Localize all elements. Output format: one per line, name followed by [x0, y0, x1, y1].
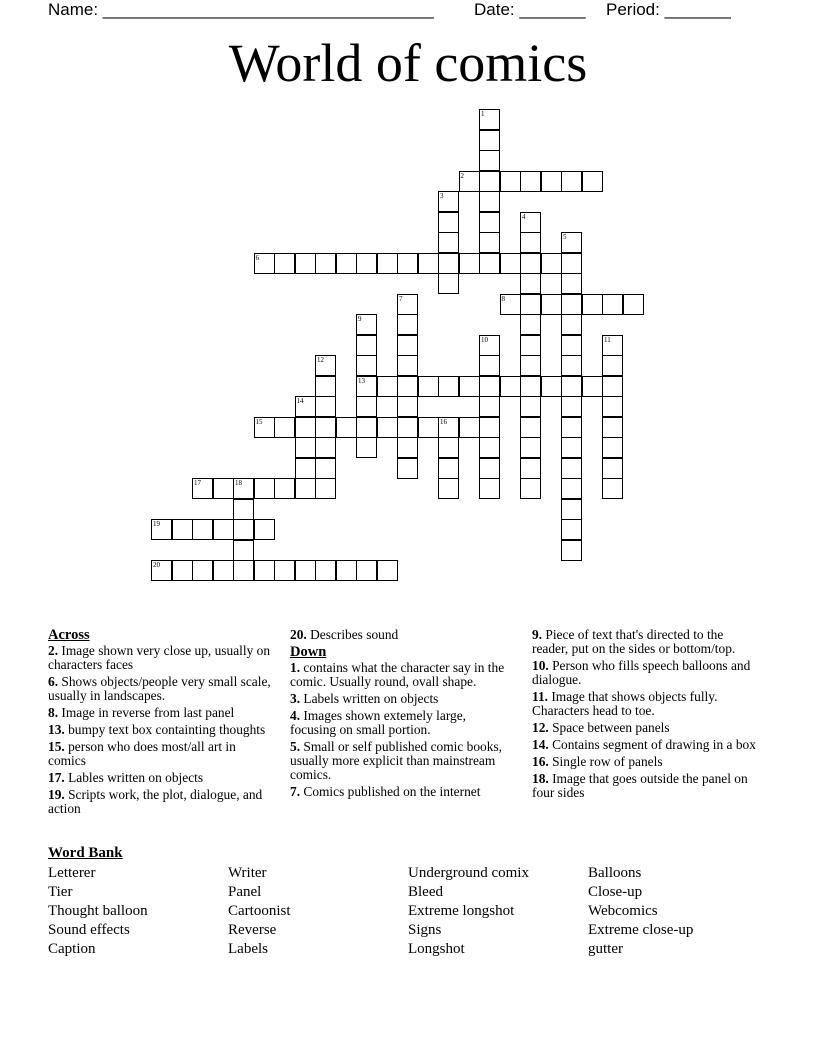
crossword-cell[interactable] [397, 355, 418, 376]
crossword-cell[interactable] [315, 458, 336, 479]
across-heading: Across [48, 627, 90, 643]
word-bank-item: Writer [228, 865, 267, 881]
down-clue [290, 661, 505, 689]
crossword-cell[interactable] [172, 519, 193, 540]
crossword-cell[interactable] [233, 519, 254, 540]
crossword-cell[interactable] [438, 212, 459, 233]
clue-text: Lables written on objects [64, 770, 204, 785]
word-bank-item: Letterer [48, 865, 96, 881]
crossword-cell[interactable] [479, 212, 500, 233]
crossword-cell[interactable] [520, 376, 541, 397]
crossword-cell[interactable] [377, 560, 398, 581]
crossword-cell[interactable] [377, 376, 398, 397]
word-bank-item: Close-up [588, 884, 643, 900]
clue-text: Image in reverse from last panel [58, 705, 235, 720]
crossword-cell[interactable] [500, 171, 521, 192]
crossword-cell[interactable] [172, 560, 193, 581]
crossword-cell[interactable] [561, 253, 582, 274]
crossword-cell[interactable] [479, 171, 500, 192]
crossword-cell[interactable] [315, 437, 336, 458]
crossword-cell[interactable] [336, 417, 357, 438]
crossword-cell[interactable] [418, 376, 439, 397]
crossword-cell[interactable] [623, 294, 644, 315]
clue-number-label: 18. [532, 771, 549, 786]
word-bank-item: Labels [228, 941, 268, 957]
crossword-cell[interactable] [377, 253, 398, 274]
clue-number: 10 [481, 335, 488, 344]
clue-number-label: 5. [290, 739, 301, 754]
clue-number: 14 [296, 397, 304, 405]
clue-text: Images shown extemely large, focusing on small portion. [290, 708, 467, 737]
clue-number: 20 [153, 561, 160, 569]
word-bank-item: Longshot [408, 941, 465, 957]
crossword-cell[interactable] [602, 478, 623, 499]
crossword-cell[interactable] [295, 437, 316, 458]
clue-text: contains what the character say in the comic. Usually round, ovall shape. [290, 660, 505, 689]
clue-number-label: 11. [532, 689, 548, 704]
crossword-cell[interactable] [397, 335, 418, 356]
crossword-cell[interactable] [479, 478, 500, 499]
date-field-label[interactable]: Date: _______ [474, 0, 586, 19]
crossword-cell[interactable] [315, 417, 336, 438]
clue-text: Image that shows objects fully. Characters head to toe. [532, 689, 718, 718]
crossword-cell[interactable] [520, 171, 541, 192]
crossword-cell[interactable] [213, 519, 234, 540]
crossword-cell[interactable] [418, 253, 439, 274]
clue-number-label: 10. [532, 658, 549, 673]
crossword-cell[interactable] [561, 499, 582, 520]
crossword-cell[interactable] [295, 560, 316, 581]
crossword-cell[interactable] [295, 478, 316, 499]
across-clue [48, 771, 273, 785]
clue-number: 11 [604, 335, 611, 344]
clue-number-label: 17. [48, 770, 65, 785]
crossword-cell[interactable] [500, 253, 521, 274]
clue-number-label: 4. [290, 708, 301, 723]
crossword-cell[interactable] [377, 417, 398, 438]
down-clue [532, 755, 762, 769]
word-bank-item: Caption [48, 941, 96, 957]
clue-number-label: 15. [48, 739, 65, 754]
crossword-cell[interactable] [356, 437, 377, 458]
crossword-cell[interactable] [356, 253, 377, 274]
word-bank-column [588, 864, 693, 959]
crossword-cell[interactable] [582, 171, 603, 192]
crossword-cell[interactable] [459, 376, 480, 397]
clue-text: Image shown very close up, usually on characters faces [48, 643, 271, 672]
period-field-label[interactable]: Period: _______ [606, 0, 731, 19]
clue-text: Comics published on the internet [300, 784, 481, 799]
crossword-cell[interactable] [192, 560, 213, 581]
clue-number: 13 [358, 376, 365, 385]
word-bank-item: Extreme longshot [408, 903, 515, 919]
crossword-cell[interactable] [233, 499, 254, 520]
word-bank-column [48, 864, 148, 959]
crossword-cell[interactable] [315, 253, 336, 274]
down-clue [532, 738, 762, 752]
page-title: World of comics [228, 33, 588, 93]
word-bank-item: Webcomics [588, 903, 658, 919]
word-bank-item: Thought balloon [48, 903, 148, 919]
word-bank-item: Panel [228, 884, 262, 900]
crossword-cell[interactable] [295, 417, 316, 438]
crossword-cell[interactable] [315, 478, 336, 499]
clue-number-label: 3. [290, 691, 301, 706]
clue-number-label: 20. [290, 627, 307, 642]
clue-number: 5 [563, 233, 567, 241]
crossword-cell[interactable] [520, 253, 541, 274]
crossword-cell[interactable] [397, 437, 418, 458]
crossword-cell[interactable] [459, 253, 480, 274]
crossword-cell[interactable] [602, 417, 623, 438]
crossword-cell[interactable] [274, 253, 295, 274]
crossword-cell[interactable] [315, 396, 336, 417]
word-bank-item: Cartoonist [228, 903, 291, 919]
clue-number: 4 [522, 212, 526, 221]
crossword-cell[interactable] [274, 417, 295, 438]
crossword-cell[interactable] [479, 376, 500, 397]
clues-column-1 [48, 628, 273, 819]
word-bank-heading: Word Bank [48, 845, 123, 861]
crossword-cell[interactable] [397, 253, 418, 274]
name-field-label[interactable]: Name: ___________________________________ [48, 0, 434, 19]
crossword-cell[interactable] [541, 376, 562, 397]
crossword-cell[interactable] [418, 417, 439, 438]
across-clue [290, 628, 505, 642]
crossword-cell[interactable] [561, 396, 582, 417]
crossword-cell[interactable] [233, 540, 254, 561]
crossword-cell[interactable] [274, 560, 295, 581]
clue-number-label: 8. [48, 705, 59, 720]
crossword-cell[interactable] [397, 417, 418, 438]
crossword-cell[interactable] [520, 335, 541, 356]
crossword-cell[interactable] [561, 273, 582, 294]
clue-number-label: 13. [48, 722, 65, 737]
crossword-cell[interactable] [479, 150, 500, 171]
crossword-cell[interactable] [438, 458, 459, 479]
crossword-cell[interactable] [479, 417, 500, 438]
crossword-cell[interactable] [315, 560, 336, 581]
crossword-cell[interactable] [582, 376, 603, 397]
crossword-cell[interactable] [582, 294, 603, 315]
down-clue [532, 690, 762, 718]
crossword-cell[interactable] [356, 335, 377, 356]
crossword-cell[interactable] [356, 355, 377, 376]
crossword-cell[interactable] [479, 130, 500, 151]
clue-number-label: 1. [290, 660, 301, 675]
crossword-cell[interactable] [479, 437, 500, 458]
word-bank-item: Underground comix [408, 865, 529, 881]
clue-text: bumpy text box containting thoughts [64, 722, 266, 737]
crossword-cell[interactable] [602, 294, 623, 315]
clue-number: 3 [440, 192, 444, 200]
down-clue [532, 659, 762, 687]
crossword-cell[interactable] [438, 376, 459, 397]
crossword-cell[interactable] [254, 519, 275, 540]
clue-number: 8 [501, 294, 505, 303]
clue-number-label: 7. [290, 784, 301, 799]
crossword-cell[interactable] [602, 355, 623, 376]
clue-number: 6 [255, 253, 259, 262]
clue-number: 2 [460, 171, 464, 180]
crossword-cell[interactable] [479, 232, 500, 253]
crossword-cell[interactable] [561, 417, 582, 438]
word-bank-item: Bleed [408, 884, 443, 900]
crossword-cell[interactable] [520, 396, 541, 417]
crossword-cell[interactable] [541, 294, 562, 315]
clue-text: Shows objects/people very small scale, usually in landscapes. [48, 674, 271, 703]
word-bank-item: Signs [408, 922, 442, 938]
clue-number: 1 [481, 110, 485, 118]
crossword-cell[interactable] [561, 519, 582, 540]
clue-number: 16 [440, 417, 447, 426]
clue-text: Person who fills speech balloons and dialogue. [532, 658, 751, 687]
crossword-cell[interactable] [479, 253, 500, 274]
crossword-cell[interactable] [500, 376, 521, 397]
crossword-cell[interactable] [254, 560, 275, 581]
crossword-cell[interactable] [356, 560, 377, 581]
crossword-cell[interactable] [602, 458, 623, 479]
across-clue [48, 675, 273, 703]
word-bank-item: Sound effects [48, 922, 130, 938]
crossword-cell[interactable] [213, 478, 234, 499]
clue-number-label: 9. [532, 627, 543, 642]
crossword-cell[interactable] [561, 437, 582, 458]
clue-text: Labels written on objects [300, 691, 439, 706]
word-bank-item: Balloons [588, 865, 642, 881]
clue-text: Image that goes outside the panel on four sides [532, 771, 748, 800]
crossword-cell[interactable] [438, 253, 459, 274]
crossword-cell[interactable] [479, 355, 500, 376]
clue-text: Space between panels [548, 720, 670, 735]
crossword-cell[interactable] [520, 417, 541, 438]
clues-column-2 [290, 628, 505, 802]
down-clue [290, 785, 505, 799]
crossword-cell[interactable] [233, 560, 254, 581]
clue-number-label: 16. [532, 754, 549, 769]
crossword-cell[interactable] [479, 396, 500, 417]
across-clue [48, 740, 273, 768]
crossword-cell[interactable] [336, 560, 357, 581]
down-clue [290, 709, 505, 737]
word-bank-item: Extreme close-up [588, 922, 694, 938]
crossword-cell[interactable] [561, 294, 582, 315]
crossword-cell[interactable] [397, 458, 418, 479]
clue-text: Describes sound [306, 627, 399, 642]
crossword-cell[interactable] [541, 171, 562, 192]
crossword-cell[interactable] [520, 458, 541, 479]
clue-number: 7 [399, 294, 403, 303]
clue-text: Contains segment of drawing in a box [548, 737, 756, 752]
clue-number: 19 [153, 520, 160, 528]
word-bank-column [228, 864, 291, 959]
across-clue [48, 723, 273, 737]
down-clue [290, 740, 505, 782]
crossword-cell[interactable] [561, 478, 582, 499]
across-clue [48, 788, 273, 816]
clue-text: Small or self published comic books, usually more explicit than mainstream comics. [290, 739, 502, 782]
crossword-cell[interactable] [520, 355, 541, 376]
crossword-cell[interactable] [356, 417, 377, 438]
clue-text: person who does most/all art in comics [48, 739, 236, 768]
crossword-cell[interactable] [254, 478, 275, 499]
word-bank-item: gutter [588, 941, 623, 957]
crossword-cell[interactable] [213, 560, 234, 581]
crossword-cell[interactable] [438, 478, 459, 499]
crossword-cell[interactable] [520, 294, 541, 315]
crossword-cell[interactable] [602, 437, 623, 458]
across-clue [48, 706, 273, 720]
crossword-cell[interactable] [561, 458, 582, 479]
clue-number: 17 [194, 479, 201, 487]
clue-text: Scripts work, the plot, dialogue, and action [48, 787, 263, 816]
crossword-cell[interactable] [438, 437, 459, 458]
clue-number-label: 19. [48, 787, 65, 802]
clue-text: Single row of panels [548, 754, 663, 769]
crossword-cell[interactable] [561, 355, 582, 376]
clue-number: 12 [317, 356, 324, 364]
crossword-cell[interactable] [397, 314, 418, 335]
clue-number: 15 [255, 417, 263, 426]
crossword-cell[interactable] [541, 253, 562, 274]
crossword-cell[interactable] [336, 253, 357, 274]
crossword-cell[interactable] [561, 376, 582, 397]
across-clue [48, 644, 273, 672]
crossword-cell[interactable] [295, 253, 316, 274]
crossword-cell[interactable] [561, 335, 582, 356]
crossword-cell[interactable] [520, 478, 541, 499]
crossword-cell[interactable] [315, 376, 336, 397]
clue-number-label: 2. [48, 643, 59, 658]
crossword-cell[interactable] [520, 232, 541, 253]
clue-number: 18 [235, 479, 242, 487]
clues-column-3 [532, 628, 762, 803]
crossword-cell[interactable] [274, 478, 295, 499]
clue-number-label: 12. [532, 720, 549, 735]
crossword-cell[interactable] [192, 519, 213, 540]
crossword-cell[interactable] [397, 376, 418, 397]
crossword-cell[interactable] [356, 396, 377, 417]
crossword-cell[interactable] [561, 171, 582, 192]
down-clue [532, 628, 762, 656]
crossword-cell[interactable] [438, 273, 459, 294]
crossword-cell[interactable] [520, 273, 541, 294]
down-clue [532, 772, 762, 800]
crossword-cell[interactable] [561, 314, 582, 335]
down-clue [290, 692, 505, 706]
crossword-cell[interactable] [459, 417, 480, 438]
crossword-cell[interactable] [479, 458, 500, 479]
clue-number-label: 6. [48, 674, 59, 689]
crossword-cell[interactable] [602, 396, 623, 417]
crossword-cell[interactable] [520, 314, 541, 335]
down-heading: Down [290, 644, 327, 660]
word-bank-item: Tier [48, 884, 73, 900]
crossword-cell[interactable] [397, 396, 418, 417]
word-bank-item: Reverse [228, 922, 277, 938]
down-clue [532, 721, 762, 735]
clue-number-label: 14. [532, 737, 549, 752]
crossword-cell[interactable] [561, 540, 582, 561]
clue-number: 9 [358, 315, 362, 323]
crossword-cell[interactable] [602, 376, 623, 397]
crossword-cell[interactable] [295, 458, 316, 479]
crossword-cell[interactable] [520, 437, 541, 458]
crossword-cell[interactable] [479, 191, 500, 212]
crossword-cell[interactable] [438, 232, 459, 253]
word-bank-column [408, 864, 529, 959]
clue-text: Piece of text that's directed to the reader, put on the sides or bottom/top. [532, 627, 736, 656]
